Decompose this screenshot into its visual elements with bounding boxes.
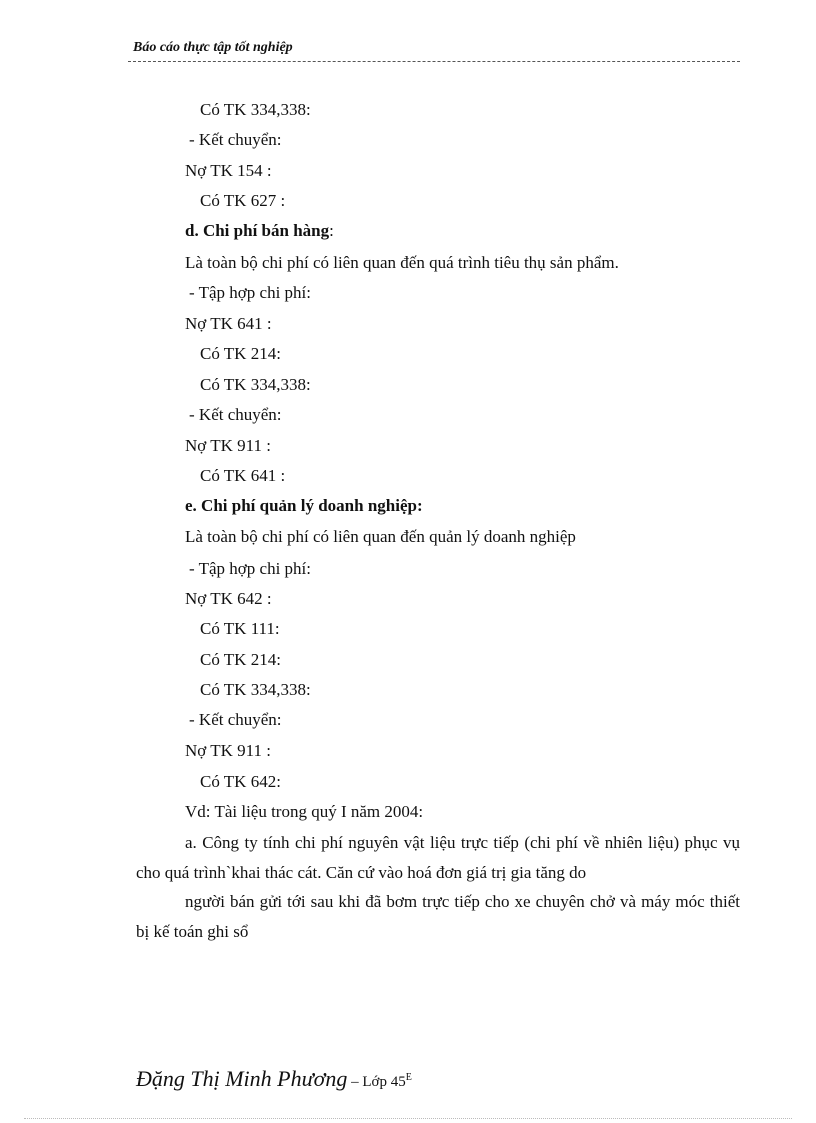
footer-class-sup: E — [405, 1072, 412, 1083]
text-line: Có TK 334,338: — [200, 100, 311, 119]
page-header-title: Báo cáo thực tập tốt nghiệp — [133, 40, 293, 55]
footer-separator: – — [347, 1074, 363, 1090]
section-heading-text: d. Chi phí bán hàng — [185, 221, 330, 240]
text-line: - Tập hợp chi phí: — [189, 559, 311, 578]
text-line: Có TK 642: — [200, 772, 281, 791]
text-line: Nợ TK 154 : — [185, 161, 272, 180]
text-line: - Tập hợp chi phí: — [189, 283, 311, 302]
text-line: Có TK 641 : — [200, 466, 286, 485]
paragraph-text: a. Công ty tính chi phí nguyên vật liệu trực tiếp (chi phí về nhiên liệu) phục vụ cho quá trình`khai thác cát. Căn cứ vào hoá đơn giá trị gia tăng do — [136, 833, 740, 882]
section-heading-d — [185, 221, 334, 241]
text-line: Có TK 214: — [200, 650, 281, 669]
header-divider — [128, 61, 740, 62]
text-line: Nợ TK 911 : — [185, 741, 271, 760]
text-line: Có TK 334,338: — [200, 375, 311, 394]
text-line: Có TK 214: — [200, 344, 281, 363]
text-line: Nợ TK 641 : — [185, 314, 272, 333]
text-line: Có TK 334,338: — [200, 680, 311, 699]
footer-author: Đặng Thị Minh Phương — [136, 1066, 348, 1091]
section-heading-colon: : — [329, 221, 334, 240]
text-line: - Kết chuyển: — [189, 405, 282, 424]
text-line: Là toàn bộ chi phí có liên quan đến quản lý doanh nghiệp — [185, 527, 576, 546]
text-line: - Kết chuyển: — [189, 130, 282, 149]
page-footer — [136, 1066, 412, 1092]
text-line: Nợ TK 642 : — [185, 589, 272, 608]
section-heading-e: e. Chi phí quản lý doanh nghiệp: — [185, 496, 423, 515]
footer-class-label: Lớp 45 — [362, 1074, 406, 1090]
text-line: - Kết chuyển: — [189, 710, 282, 729]
footer-divider — [24, 1118, 792, 1119]
text-line: Có TK 627 : — [200, 191, 286, 210]
text-line: Là toàn bộ chi phí có liên quan đến quá trình tiêu thụ sản phẩm. — [185, 253, 619, 272]
text-line: Vd: Tài liệu trong quý I năm 2004: — [185, 802, 424, 821]
text-line: Nợ TK 911 : — [185, 436, 271, 455]
text-line: Có TK 111: — [200, 619, 280, 638]
body-paragraph-b — [136, 887, 740, 947]
body-paragraph-a — [136, 828, 740, 888]
paragraph-text: người bán gửi tới sau khi đã bơm trực tiếp cho xe chuyên chở và máy móc thiết bị kế toán ghi sổ — [136, 892, 740, 941]
